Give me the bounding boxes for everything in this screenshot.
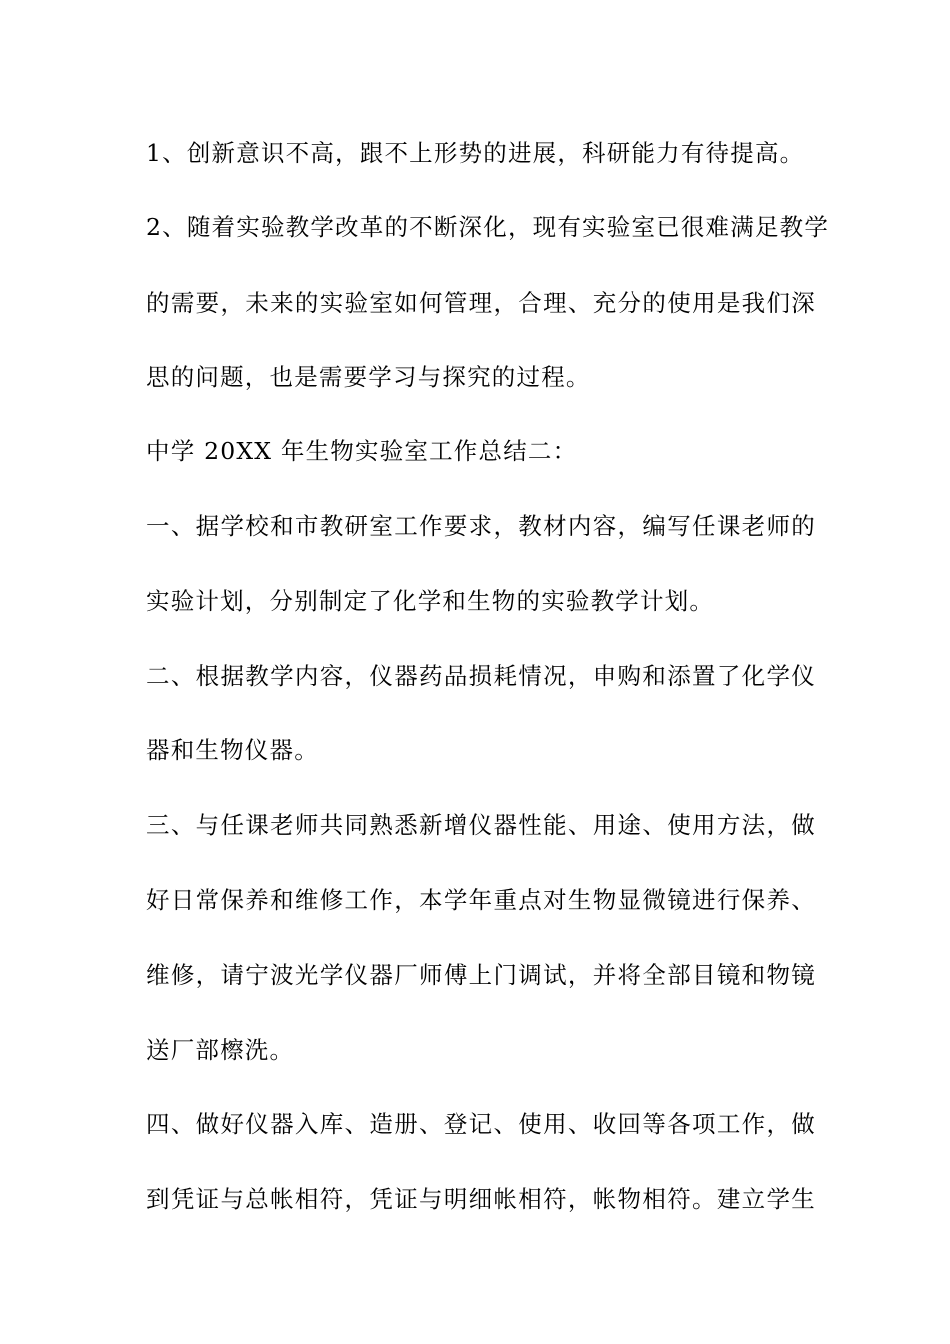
paragraph-line: 一、据学校和市教研室工作要求，教材内容，编写任课老师的 bbox=[146, 512, 816, 540]
paragraph-line: 二、根据教学内容，仪器药品损耗情况，申购和添置了化学仪 bbox=[146, 662, 816, 690]
paragraph-line: 1、创新意识不高，跟不上形势的进展，科研能力有待提高。 bbox=[146, 139, 805, 167]
paragraph-line: 思的问题，也是需要学习与探究的过程。 bbox=[146, 363, 591, 391]
paragraph-line: 实验计划，分别制定了化学和生物的实验教学计划。 bbox=[146, 587, 715, 615]
paragraph-line: 三、与任课老师共同熟悉新增仪器性能、用途、使用方法，做 bbox=[146, 811, 816, 839]
paragraph-line: 2、随着实验教学改革的不断深化，现有实验室已很难满足教学 bbox=[146, 213, 830, 241]
paragraph-line: 的需要，未来的实验室如何管理，合理、充分的使用是我们深 bbox=[146, 289, 816, 317]
paragraph-line: 四、做好仪器入库、造册、登记、使用、收回等各项工作，做 bbox=[146, 1110, 816, 1138]
section-heading: 中学 20XX 年生物实验室工作总结二： bbox=[146, 437, 578, 465]
paragraph-line: 器和生物仪器。 bbox=[146, 736, 319, 764]
paragraph-line: 到凭证与总帐相符，凭证与明细帐相符，帐物相符。建立学生 bbox=[146, 1185, 816, 1213]
paragraph-line: 维修，请宁波光学仪器厂师傅上门调试，并将全部目镜和物镜 bbox=[146, 961, 816, 989]
paragraph-line: 好日常保养和维修工作，本学年重点对生物显微镜进行保养、 bbox=[146, 886, 816, 914]
paragraph-line: 送厂部檫洗。 bbox=[146, 1036, 295, 1064]
